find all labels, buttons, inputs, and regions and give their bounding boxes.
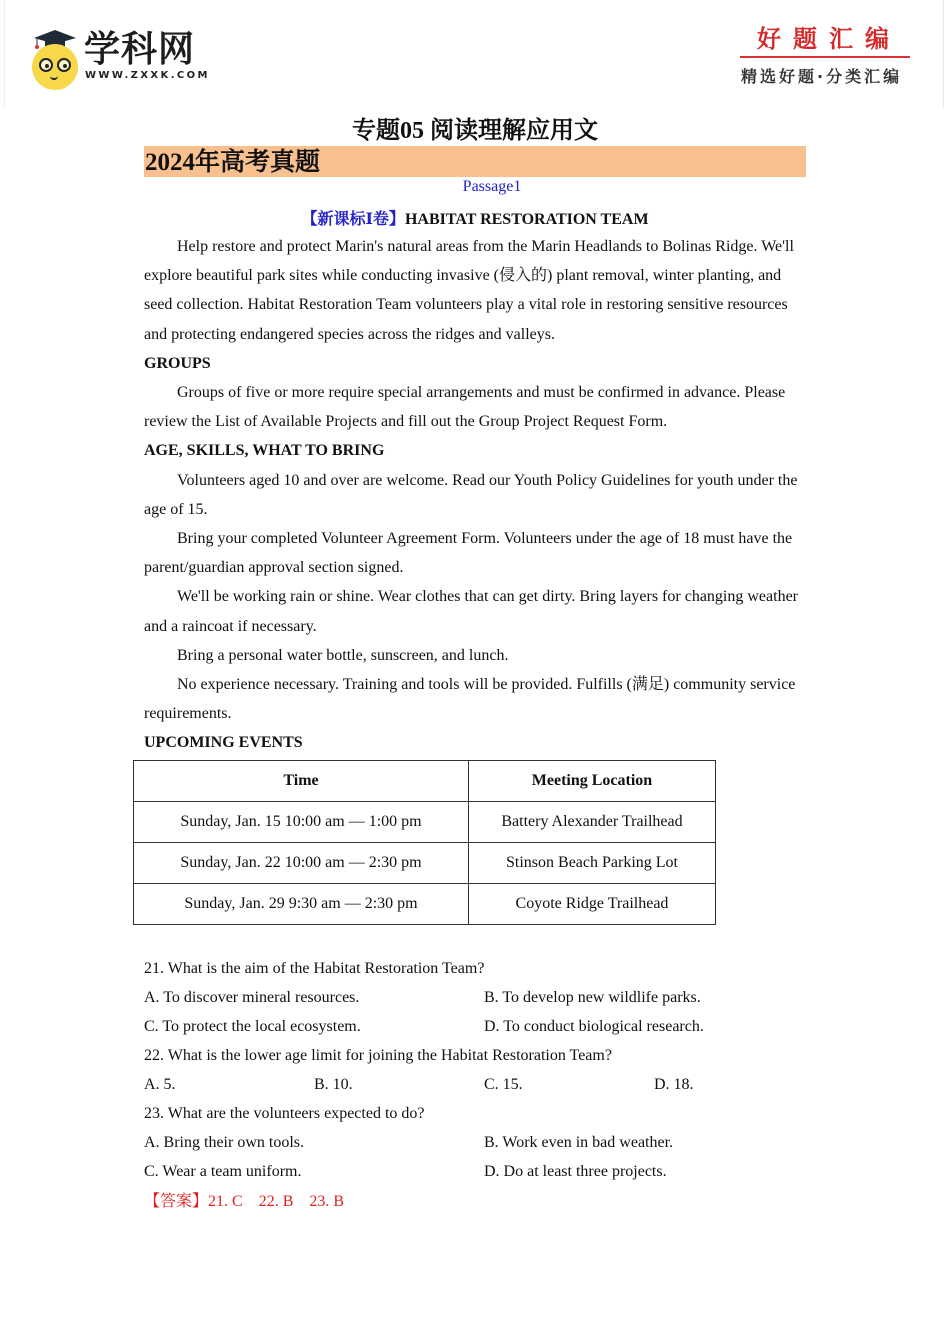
paragraph-experience: No experience necessary. Training and tools will be provided. Fulfills (满足) community service requirements.: [144, 676, 796, 723]
question-23: 23. What are the volunteers expected to do?: [144, 1105, 425, 1122]
answer-label: 【答案】: [144, 1193, 209, 1210]
document-title: 专题05 阅读理解应用文: [352, 118, 598, 144]
section-band-label: 2024年高考真题: [145, 149, 321, 176]
option-d: D. 18.: [654, 1076, 694, 1093]
option-a: A. Bring their own tools.: [144, 1134, 304, 1151]
paragraph-intro: Help restore and protect Marin's natural areas from the Marin Headlands to Bolinas Ridge. We'll explore beautiful park sites while conducting invasive (侵入的) plant removal, winter planting, and seed collection. Habitat Restoration Team volunteers play a vital role in restoring sensitive resources and protecting endangered species across the ridges and valleys.: [144, 238, 794, 343]
event-time: Sunday, Jan. 29 9:30 am — 2:30 pm: [134, 884, 469, 925]
question-23-options: [144, 1157, 824, 1186]
passage-tag: 【新课标Ⅰ卷】: [301, 211, 405, 228]
option-a: A. To discover mineral resources.: [144, 989, 360, 1006]
option-c: C. Wear a team uniform.: [144, 1163, 302, 1180]
paragraph-bring: Bring a personal water bottle, sunscreen, and lunch.: [177, 646, 509, 664]
question-22-options: [144, 1070, 824, 1099]
question-21: 21. What is the aim of the Habitat Restoration Team?: [144, 960, 485, 977]
passage-heading: [0, 206, 950, 229]
option-b: B. 10.: [314, 1076, 353, 1093]
event-location: Coyote Ridge Trailhead: [469, 884, 716, 925]
option-d: D. To conduct biological research.: [484, 1018, 704, 1035]
option-c: C. 15.: [484, 1076, 523, 1093]
heading-upcoming-events: UPCOMING EVENTS: [144, 734, 303, 752]
event-time: Sunday, Jan. 15 10:00 am — 1:00 pm: [134, 802, 469, 843]
brand-subtitle: 精选好题·分类汇编: [741, 67, 903, 86]
answer-text: 21. C 22. B 23. B: [208, 1193, 345, 1210]
section-band: [144, 146, 806, 177]
question-21-options: [144, 1012, 824, 1041]
option-b: B. Work even in bad weather.: [484, 1134, 674, 1151]
answer-key: [144, 1188, 344, 1211]
heading-age-skills: AGE, SKILLS, WHAT TO BRING: [144, 442, 385, 460]
question-22: 22. What is the lower age limit for joining the Habitat Restoration Team?: [144, 1047, 612, 1064]
event-location: Battery Alexander Trailhead: [469, 802, 716, 843]
question-21-options: [144, 983, 824, 1012]
logo-url: WWW.ZXXK.COM: [85, 70, 210, 81]
passage-body: [144, 232, 806, 758]
event-location: Stinson Beach Parking Lot: [469, 843, 716, 884]
table-header-row: [134, 761, 716, 802]
event-time: Sunday, Jan. 22 10:00 am — 2:30 pm: [134, 843, 469, 884]
passage-label: Passage1: [462, 178, 522, 195]
table-row: [134, 843, 716, 884]
brand-title: 好题汇编: [757, 24, 901, 53]
passage-title: HABITAT RESTORATION TEAM: [404, 211, 649, 228]
paragraph-age: Volunteers aged 10 and over are welcome. Read our Youth Policy Guidelines for youth under the age of 15.: [144, 471, 798, 518]
column-header-time: Time: [134, 761, 469, 802]
brand-logo: [738, 24, 910, 87]
table-row: [134, 884, 716, 925]
heading-groups: GROUPS: [144, 354, 211, 372]
option-a: A. 5.: [144, 1076, 176, 1093]
events-table: [133, 760, 716, 925]
option-c: C. To protect the local ecosystem.: [144, 1018, 361, 1035]
glasses-icon: [39, 58, 53, 72]
logo-name: 学科网: [84, 29, 196, 70]
question-23-options: [144, 1128, 824, 1157]
option-b: B. To develop new wildlife parks.: [484, 989, 701, 1006]
glasses-icon: [57, 58, 71, 72]
paragraph-weather: We'll be working rain or shine. Wear clothes that can get dirty. Bring layers for changing weather and a raincoat if necessary.: [144, 588, 798, 635]
option-d: D. Do at least three projects.: [484, 1163, 667, 1180]
paragraph-groups: Groups of five or more require special arrangements and must be confirmed in advance. Please review the List of Available Projects and fill out the Group Project Request Form.: [144, 384, 786, 431]
brand-divider: [740, 56, 910, 58]
questions-section: [144, 954, 824, 1186]
column-header-location: Meeting Location: [469, 761, 716, 802]
table-row: [134, 802, 716, 843]
paragraph-form: Bring your completed Volunteer Agreement Form. Volunteers under the age of 18 must have the parent/guardian approval section signed.: [144, 530, 793, 577]
